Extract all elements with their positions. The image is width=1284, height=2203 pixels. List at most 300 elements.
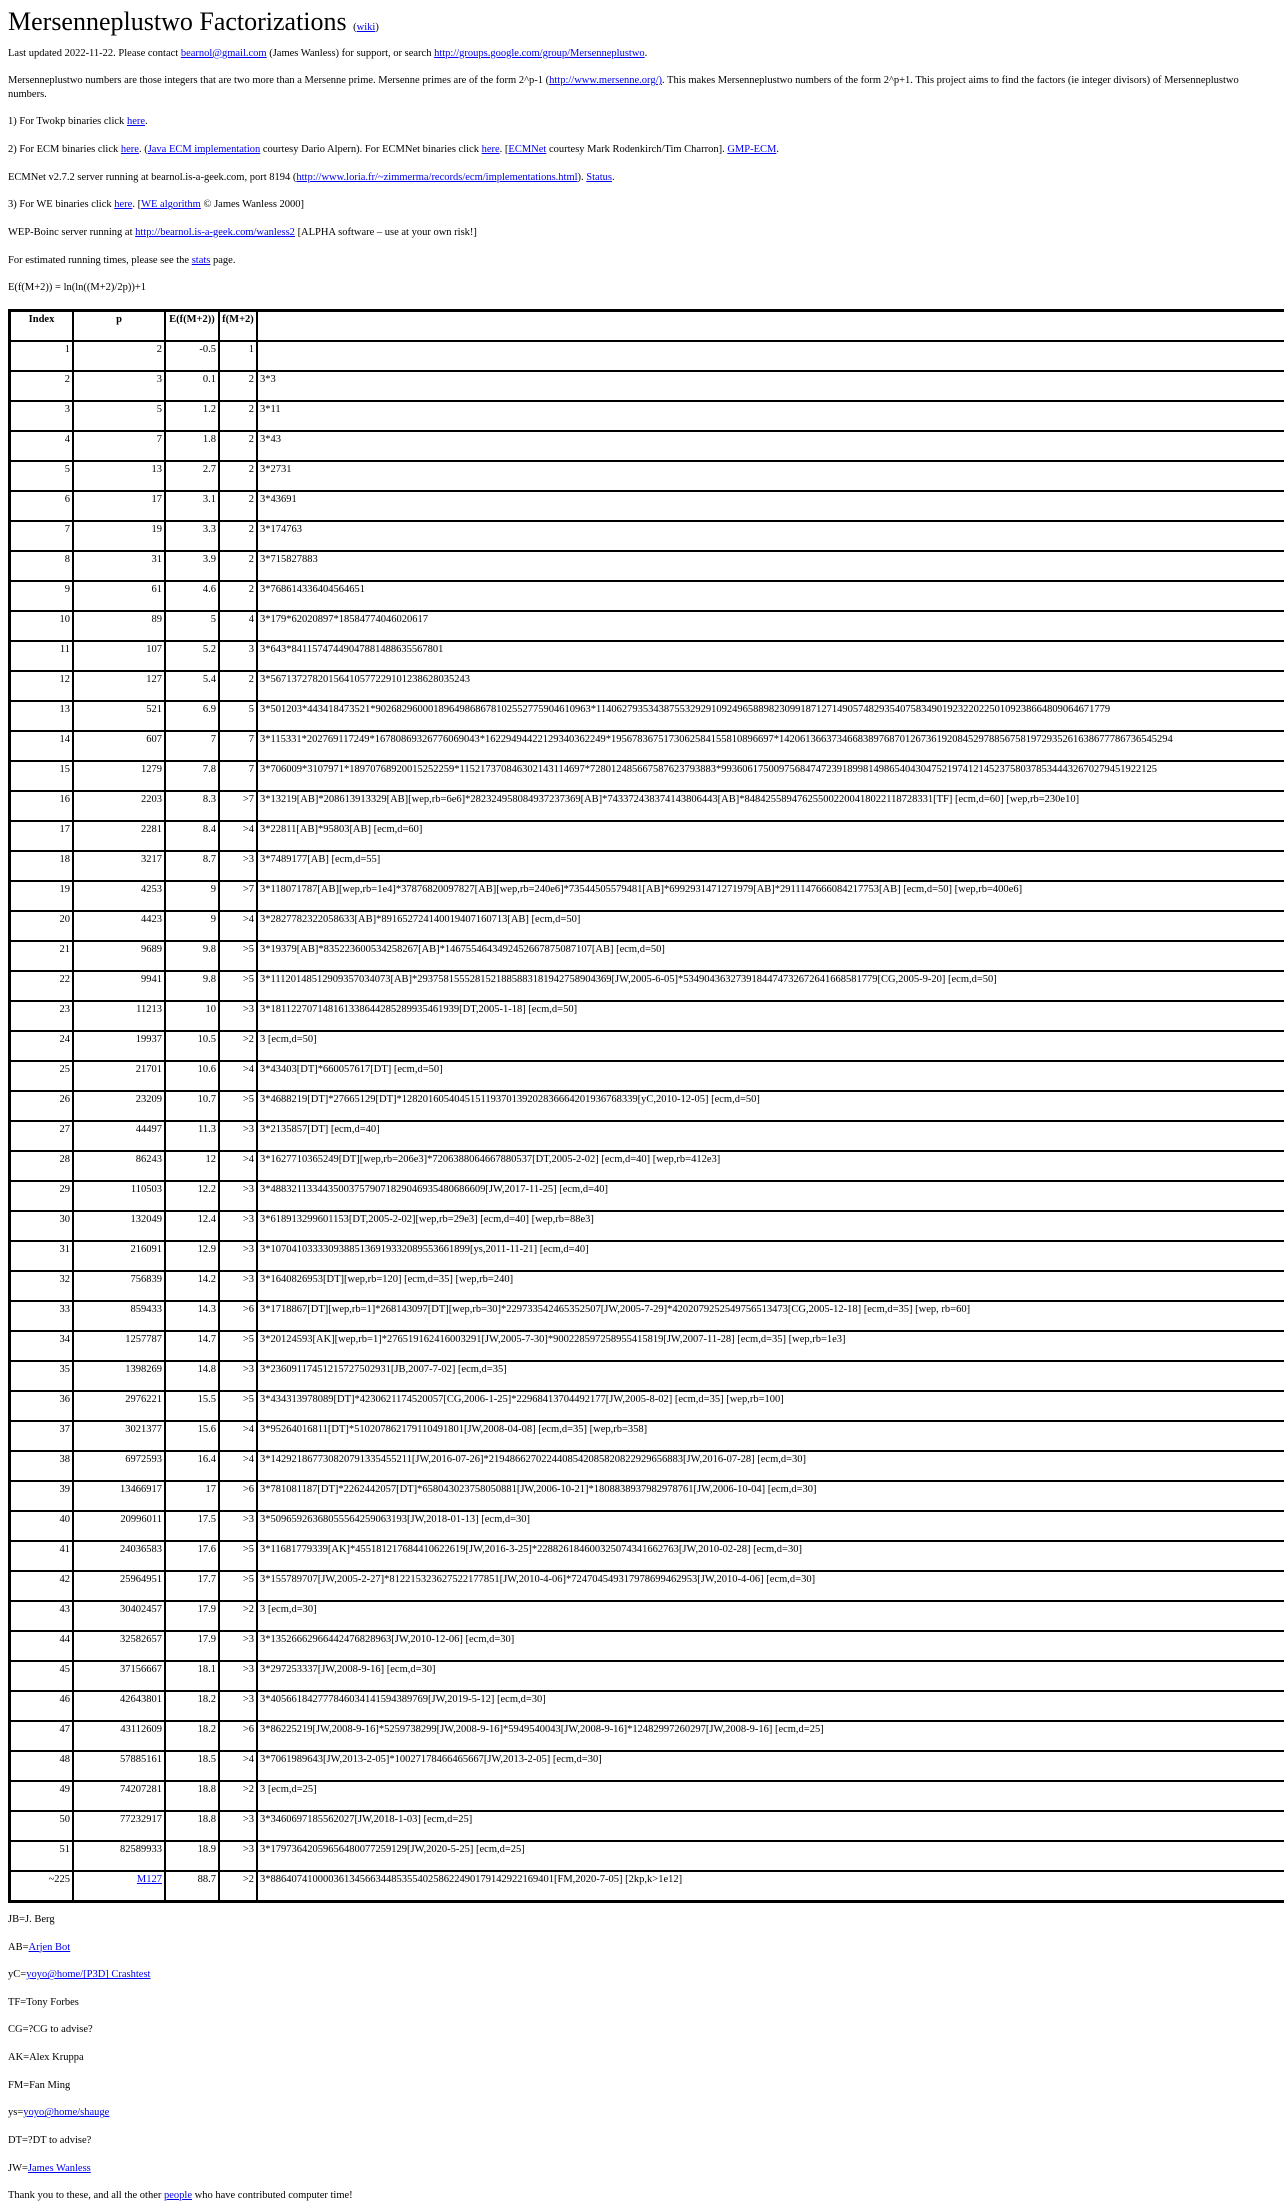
description-part2: . This makes Mersenneplustwo numbers of the form 2^p+1. This project aims to find the factors (ie integer divisors) of Mersenneplustwo numbers. [8, 75, 1239, 100]
cell-p: 3021377 [73, 1421, 165, 1451]
cell-expected-factors: 18.2 [165, 1721, 219, 1751]
cell-factorization: 3*107041033330938851369193320895536618​99[ys,2011-11-21] [ecm,d=40] [257, 1241, 1284, 1271]
cell-index: 17 [10, 821, 73, 851]
legend-link-yoyo-crashtest[interactable]: yoyo@home/[P3D] Crashtest [26, 1969, 151, 1981]
cell-index: 32 [10, 1271, 73, 1301]
cell-expected-factors: 14.8 [165, 1361, 219, 1391]
stats-suffix: page. [210, 254, 236, 266]
stats-link[interactable]: stats [191, 254, 211, 266]
cell-factorization: 3 [ecm,d=30] [257, 1601, 1284, 1631]
cell-factor-count: 2 [219, 401, 257, 431]
cell-factorization: 3*43403[DT]*660057617[DT] [ecm,d=50] [257, 1061, 1284, 1091]
cell-factorization: 3*886407410000361345663448535540258622490179142922169401[FM,2020-7-05] [2kp,k>1e12] [257, 1871, 1284, 1901]
cell-p: 21701 [73, 1061, 165, 1091]
cell-expected-factors: 9 [165, 911, 219, 941]
cell-index: 28 [10, 1151, 73, 1181]
cell-expected-factors: 10.7 [165, 1091, 219, 1121]
wiki-link-wrapper: (wiki) [353, 22, 379, 33]
twokp-binaries-link[interactable]: here [126, 116, 146, 128]
cell-index: 20 [10, 911, 73, 941]
table-row [10, 1751, 1284, 1781]
cell-index: 6 [10, 491, 73, 521]
cell-p: 9689 [73, 941, 165, 971]
cell-index: 13 [10, 701, 73, 731]
table-row [10, 1781, 1284, 1811]
cell-expected-factors: 9.8 [165, 941, 219, 971]
cell-index: 51 [10, 1841, 73, 1871]
cell-factorization: 3*13219[AB]*208613913329[AB][wep,rb=6e6]*28232495808493​7237369[AB]*74337243837414380644​3[AB]*84842558947625500220041802211872833​1[TF] [ecm,d=60] [wep,rb=230e10] [257, 791, 1284, 821]
we-suffix: © James Wanless 2000] [200, 199, 305, 211]
legend-text: DT=?DT to advise? [8, 2135, 92, 2147]
table-row [10, 581, 1284, 611]
table-row [10, 761, 1284, 791]
cell-index: 48 [10, 1751, 73, 1781]
twokp-prefix: 1) For Twokp binaries click [8, 116, 127, 128]
header-factor-count: f(M+2) [219, 311, 257, 341]
cell-factor-count: >3 [219, 851, 257, 881]
legend-item [8, 1996, 1276, 2010]
cell-p: 37156667 [73, 1661, 165, 1691]
cell-expected-factors: 18.5 [165, 1751, 219, 1781]
cell-index: 18 [10, 851, 73, 881]
cell-expected-factors: 6.9 [165, 701, 219, 731]
cell-expected-factors: 2.7 [165, 461, 219, 491]
cell-factorization: 3*768614336404564651 [257, 581, 1284, 611]
table-row [10, 1721, 1284, 1751]
legend-text: AB= [8, 1941, 29, 1953]
cell-index: 8 [10, 551, 73, 581]
we-binaries-link[interactable]: here [114, 199, 133, 211]
cell-expected-factors: 8.3 [165, 791, 219, 821]
ecmnet-binaries-link[interactable]: here [481, 144, 500, 156]
cell-p: 43112609 [73, 1721, 165, 1751]
cell-p: 17 [73, 491, 165, 521]
table-row [10, 491, 1284, 521]
cell-p: 2 [73, 341, 165, 371]
cell-index: ~225 [10, 1871, 73, 1901]
cell-factor-count: >2 [219, 1781, 257, 1811]
table-row [10, 1241, 1284, 1271]
cell-index: 40 [10, 1511, 73, 1541]
cell-factorization: 3 [ecm,d=25] [257, 1781, 1284, 1811]
cell-expected-factors: 14.3 [165, 1301, 219, 1331]
legend-link-yoyo-shauge[interactable]: yoyo@home/shauge [23, 2107, 110, 2119]
cell-p: 11213 [73, 1001, 165, 1031]
page-title [8, 6, 1276, 39]
we-algorithm-link[interactable]: WE algorithm [141, 199, 201, 211]
cell-p: 31 [73, 551, 165, 581]
cell-p [73, 1871, 165, 1901]
cell-index: 26 [10, 1091, 73, 1121]
cell-p: 57885161 [73, 1751, 165, 1781]
cell-index: 27 [10, 1121, 73, 1151]
cell-factor-count: >4 [219, 1061, 257, 1091]
cell-index: 44 [10, 1631, 73, 1661]
cell-p: 5 [73, 401, 165, 431]
cell-factorization: 3*1627710365249[DT][wep,rb=206e3]*720638806466788​0537[DT,2005-2-02] [ecm,d=40] [wep,rb=412e3] [257, 1151, 1284, 1181]
wep-boinc-line [8, 226, 1276, 240]
table-row [10, 1421, 1284, 1451]
legend-text: AK=Alex Kruppa [8, 2052, 84, 2064]
stats-line [8, 254, 1276, 268]
cell-factorization: 3*501203*4434184735​21*9026829600018964986867810255277590461096​3*11406279353438755329291092496588982309918712714905748293540758349019232202250109238664809064671779 [257, 701, 1284, 731]
ecm-mid4: courtesy Mark Rodenkirch/Tim Charron]. [546, 144, 728, 156]
cell-p: 13 [73, 461, 165, 491]
cell-factor-count: >6 [219, 1721, 257, 1751]
cell-expected-factors: 5 [165, 611, 219, 641]
table-row [10, 881, 1284, 911]
table-row [10, 1661, 1284, 1691]
we-line [8, 198, 1276, 212]
cell-expected-factors: 4.6 [165, 581, 219, 611]
cell-expected-factors: 5.4 [165, 671, 219, 701]
cell-index: 39 [10, 1481, 73, 1511]
cell-expected-factors: 17.7 [165, 1571, 219, 1601]
cell-factor-count: 2 [219, 671, 257, 701]
cell-factorization: 3*19379[AB]*835223600534258267[AB]*146755464349245266787508710​7[AB] [ecm,d=50] [257, 941, 1284, 971]
table-row [10, 1871, 1284, 1901]
legend-item [8, 1968, 1276, 1982]
ecm-suffix: . [776, 144, 779, 156]
cell-index: 24 [10, 1031, 73, 1061]
cell-factorization: 3*135266629664424768289​63[JW,2010-12-06] [ecm,d=30] [257, 1631, 1284, 1661]
cell-expected-factors: 3.1 [165, 491, 219, 521]
legend-link-james-wanless[interactable]: James Wanless [27, 2162, 91, 2174]
table-row [10, 1211, 1284, 1241]
cell-expected-factors: 11.3 [165, 1121, 219, 1151]
we-prefix: 3) For WE binaries click [8, 199, 115, 211]
table-row [10, 521, 1284, 551]
wep-prefix: WEP-Boinc server running at [8, 226, 136, 238]
cell-index: 29 [10, 1181, 73, 1211]
cell-factor-count: >2 [219, 1031, 257, 1061]
cell-factor-count: >6 [219, 1481, 257, 1511]
cell-factor-count: >3 [219, 1661, 257, 1691]
cell-factorization: 3*56713727820156410577229101238628035243 [257, 671, 1284, 701]
cell-p: 1279 [73, 761, 165, 791]
cell-index: 23 [10, 1001, 73, 1031]
cell-p: 13466917 [73, 1481, 165, 1511]
cell-p: 1257787 [73, 1331, 165, 1361]
cell-expected-factors: 14.2 [165, 1271, 219, 1301]
legend-item [8, 2051, 1276, 2065]
last-updated-line [8, 47, 1276, 61]
cell-factorization: 3*1797364205965648007725912​9[JW,2020-5-25] [ecm,d=25] [257, 1841, 1284, 1871]
cell-index: 5 [10, 461, 73, 491]
cell-factor-count: >3 [219, 1361, 257, 1391]
cell-expected-factors: 18.8 [165, 1811, 219, 1841]
expected-factors-formula: E(f(M+2)) = ln(ln((M+2)/2p))+1 [8, 282, 146, 294]
legend-item [8, 2023, 1276, 2037]
cell-index: 41 [10, 1541, 73, 1571]
legend-text: CG=?CG to advise? [8, 2024, 93, 2036]
cell-factor-count: 2 [219, 371, 257, 401]
table-row [10, 1481, 1284, 1511]
header-p: p [73, 311, 165, 341]
table-row [10, 1031, 1284, 1061]
cell-p: 110503 [73, 1181, 165, 1211]
ecmnet-status-link[interactable]: Status [586, 171, 612, 183]
ecm-mid2: courtesy Dario Alpern). For ECMNet binaries click [260, 144, 482, 156]
cell-factor-count: 2 [219, 491, 257, 521]
cell-expected-factors: 16.4 [165, 1451, 219, 1481]
table-row [10, 371, 1284, 401]
cell-p: 127 [73, 671, 165, 701]
cell-p: 9941 [73, 971, 165, 1001]
java-ecm-link[interactable]: Java ECM implementation [147, 144, 261, 156]
cell-index: 15 [10, 761, 73, 791]
table-row [10, 1631, 1284, 1661]
cell-index: 10 [10, 611, 73, 641]
cell-expected-factors: 7.8 [165, 761, 219, 791]
cell-factorization: 3*643*84115747449047881488635567801 [257, 641, 1284, 671]
cell-factor-count: >4 [219, 821, 257, 851]
cell-p: 216091 [73, 1241, 165, 1271]
table-row [10, 791, 1284, 821]
cell-p: 89 [73, 611, 165, 641]
wep-suffix: [ALPHA software – use at your own risk!] [294, 226, 477, 238]
cell-factor-count: >2 [219, 1601, 257, 1631]
cell-expected-factors: 3.9 [165, 551, 219, 581]
header-expected-factors: E(f(M+2)) [165, 311, 219, 341]
cell-factorization: 3*28277823220586​33[AB]*891652724140019407160713[AB] [ecm,d=50] [257, 911, 1284, 941]
table-row [10, 1271, 1284, 1301]
cell-factorization: 3*405661842777846034141594389769[JW,2019-5-12] [ecm,d=30] [257, 1691, 1284, 1721]
cell-factorization: 3*781081187[DT]*2262442057[DT]*658043023758050881[JW,2006-10-21]*180883893798297876​1[JW,2006-10-04] [ecm,d=30] [257, 1481, 1284, 1511]
cell-index: 2 [10, 371, 73, 401]
cell-index: 46 [10, 1691, 73, 1721]
cell-factorization: 3*111201485129093570340​73[AB]*293758155528152188588318194275890436​9[JW,2005-6-05]*534904363273918447473267264166858177​9[CG,2005-9-20] [ecm,d=50] [257, 971, 1284, 1001]
cell-factor-count: >5 [219, 1331, 257, 1361]
cell-expected-factors: 1.2 [165, 401, 219, 431]
cell-factorization: 3*43 [257, 431, 1284, 461]
table-row [10, 701, 1284, 731]
cell-index: 31 [10, 1241, 73, 1271]
cell-p: 607 [73, 731, 165, 761]
cell-p: 2281 [73, 821, 165, 851]
google-group-link[interactable]: http://groups.google.com/group/Mersenneplustwo [434, 47, 645, 59]
cell-index: 30 [10, 1211, 73, 1241]
table-row [10, 1331, 1284, 1361]
cell-factorization: 3*2360911745121572750293​1[JB,2007-7-02] [ecm,d=35] [257, 1361, 1284, 1391]
cell-index: 21 [10, 941, 73, 971]
cell-factorization: 3*715827883 [257, 551, 1284, 581]
cell-index: 38 [10, 1451, 73, 1481]
loria-implementations-link[interactable]: http://www.loria.fr/~zimmerma/records/ecm/implementations.html [296, 171, 578, 183]
cell-index: 34 [10, 1331, 73, 1361]
table-row [10, 941, 1284, 971]
cell-expected-factors: 5.2 [165, 641, 219, 671]
table-row [10, 971, 1284, 1001]
cell-expected-factors: 18.1 [165, 1661, 219, 1691]
cell-factor-count: 3 [219, 641, 257, 671]
cell-factor-count: >3 [219, 1631, 257, 1661]
cell-expected-factors: 17.5 [165, 1511, 219, 1541]
cell-p: 4253 [73, 881, 165, 911]
cell-index: 49 [10, 1781, 73, 1811]
table-row [10, 1601, 1284, 1631]
updated-suffix: . [644, 47, 648, 59]
cell-index: 14 [10, 731, 73, 761]
table-row [10, 1541, 1284, 1571]
cell-expected-factors: 18.9 [165, 1841, 219, 1871]
header-factorization [257, 311, 1284, 341]
cell-factor-count: >4 [219, 911, 257, 941]
legend-text: JW= [8, 2162, 28, 2174]
legend-item [8, 1913, 1276, 1927]
cell-p: 132049 [73, 1211, 165, 1241]
cell-expected-factors: 15.6 [165, 1421, 219, 1451]
cell-factor-count: >4 [219, 1421, 257, 1451]
cell-factorization: 3*118071787[AB][wep,rb=1e4]*37876820097827[AB][wep,rb=240e6]*73544505579481[AB]*6992931471271979[AB]*2911147666084217753[AB] [ecm,d=50] [wep,rb=400e6] [257, 881, 1284, 911]
cell-expected-factors: 15.5 [165, 1391, 219, 1421]
cell-expected-factors: 3.3 [165, 521, 219, 551]
cell-expected-factors: 12.4 [165, 1211, 219, 1241]
cell-index: 7 [10, 521, 73, 551]
wep-boinc-link[interactable]: http://bearnol.is-a-geek.com/wanless2 [135, 226, 295, 238]
people-link[interactable]: people [164, 2190, 192, 2202]
cell-index: 42 [10, 1571, 73, 1601]
table-row [10, 911, 1284, 941]
cell-index: 3 [10, 401, 73, 431]
table-row [10, 1151, 1284, 1181]
cell-expected-factors: 12.9 [165, 1241, 219, 1271]
table-row [10, 1571, 1284, 1601]
ecmnet-server-mid: ). [577, 171, 587, 183]
cell-index: 25 [10, 1061, 73, 1091]
cell-index: 33 [10, 1301, 73, 1331]
cell-p: 74207281 [73, 1781, 165, 1811]
cell-expected-factors: 8.7 [165, 851, 219, 881]
cell-expected-factors: 10.6 [165, 1061, 219, 1091]
cell-expected-factors: -0.5 [165, 341, 219, 371]
gmp-ecm-link[interactable]: GMP-ECM [727, 144, 777, 156]
cell-index: 19 [10, 881, 73, 911]
cell-factor-count: >4 [219, 1751, 257, 1781]
table-row [10, 1181, 1284, 1211]
cell-factorization [257, 341, 1284, 371]
cell-factor-count: >3 [219, 1181, 257, 1211]
cell-factorization: 3*1429218677308207913354552​11[JW,2016-07-26]*219486627022440854208582082292965688​3[JW,2016-07-28] [ecm,d=30] [257, 1451, 1284, 1481]
table-row [10, 1391, 1284, 1421]
cell-factor-count: >3 [219, 1241, 257, 1271]
cell-p: 3 [73, 371, 165, 401]
table-row [10, 1061, 1284, 1091]
cell-expected-factors: 17.9 [165, 1631, 219, 1661]
cell-factor-count: >3 [219, 1691, 257, 1721]
cell-factor-count: >4 [219, 1151, 257, 1181]
table-row [10, 431, 1284, 461]
cell-p: 7 [73, 431, 165, 461]
cell-expected-factors: 17.6 [165, 1541, 219, 1571]
cell-index: 35 [10, 1361, 73, 1391]
table-row [10, 1451, 1284, 1481]
legend-item [8, 2079, 1276, 2093]
cell-expected-factors: 18.2 [165, 1691, 219, 1721]
legend-item [8, 2106, 1276, 2120]
thanks-suffix: who have contributed computer time! [192, 2190, 353, 2202]
cell-factorization: 3*509659263680555642590631​93[JW,2018-01-13] [ecm,d=30] [257, 1511, 1284, 1541]
cell-index: 12 [10, 671, 73, 701]
cell-expected-factors: 9.8 [165, 971, 219, 1001]
table-row [10, 641, 1284, 671]
cell-p: 3217 [73, 851, 165, 881]
cell-factor-count: >3 [219, 1001, 257, 1031]
cell-factorization: 3 [ecm,d=50] [257, 1031, 1284, 1061]
m127-link[interactable]: M127 [136, 1873, 162, 1885]
cell-factorization: 3*181122707148161338644285289935461939[DT,2005-1-18] [ecm,d=50] [257, 1001, 1284, 1031]
table-row [10, 671, 1284, 701]
description-paragraph [8, 74, 1276, 101]
cell-p: 19 [73, 521, 165, 551]
cell-p: 32582657 [73, 1631, 165, 1661]
cell-expected-factors: 12 [165, 1151, 219, 1181]
mersenne-org-link[interactable]: http://www.mersenne.org/) [549, 75, 662, 87]
thanks-prefix: Thank you to these, and all the other [8, 2190, 164, 2202]
cell-factorization: 3*706009*3107971*18970768920015252259*11521737084630214311469​7*7280124856675876237938​83*993606175009756847472391899814986540430475219741214523758037853444326702794519221​25 [257, 761, 1284, 791]
legend-text: JB=J. Berg [8, 1913, 55, 1925]
cell-factor-count: >5 [219, 1571, 257, 1601]
cell-p: 107 [73, 641, 165, 671]
stats-prefix: For estimated running times, please see the [8, 254, 192, 266]
cell-factorization: 3*7061989643[JW,2013-2-05]*100271784664656​67[JW,2013-2-05] [ecm,d=30] [257, 1751, 1284, 1781]
cell-factorization: 3*11 [257, 401, 1284, 431]
table-row [10, 851, 1284, 881]
legend-link-arjen-bot[interactable]: Arjen Bot [28, 1941, 71, 1953]
ecmnet-link[interactable]: ECMNet [508, 144, 547, 156]
cell-factor-count: >5 [219, 1541, 257, 1571]
table-row [10, 1511, 1284, 1541]
cell-factorization: 3*43691 [257, 491, 1284, 521]
cell-index: 50 [10, 1811, 73, 1841]
cell-factor-count: 2 [219, 521, 257, 551]
cell-p: 2203 [73, 791, 165, 821]
cell-p: 859433 [73, 1301, 165, 1331]
table-row [10, 1091, 1284, 1121]
ecm-mid3: . [ [499, 144, 509, 156]
legend-item [8, 1941, 1276, 1955]
cell-factor-count: 1 [219, 341, 257, 371]
table-row [10, 1361, 1284, 1391]
ecm-binaries-link[interactable]: here [120, 144, 139, 156]
cell-index: 22 [10, 971, 73, 1001]
cell-factor-count: >4 [219, 1451, 257, 1481]
wiki-link[interactable]: wiki [356, 22, 376, 33]
cell-p: 521 [73, 701, 165, 731]
cell-expected-factors: 88.7 [165, 1871, 219, 1901]
cell-p: 6972593 [73, 1451, 165, 1481]
cell-factor-count: >3 [219, 1511, 257, 1541]
legend-text: ys= [8, 2107, 24, 2119]
cell-p: 19937 [73, 1031, 165, 1061]
legend-item [8, 2134, 1276, 2148]
contact-email-link[interactable]: bearnol@gmail.com [180, 47, 267, 59]
ecmnet-server-line [8, 171, 1276, 185]
cell-factor-count: >3 [219, 1121, 257, 1151]
cell-factor-count: 7 [219, 761, 257, 791]
table-row [10, 461, 1284, 491]
table-header-row [10, 311, 1284, 341]
cell-expected-factors: 18.8 [165, 1781, 219, 1811]
ecm-line [8, 143, 1276, 157]
table-row [10, 611, 1284, 641]
cell-p: 30402457 [73, 1601, 165, 1631]
cell-expected-factors: 17 [165, 1481, 219, 1511]
cell-factorization: 3*1718867[DT][wep,rb=1]*268143097[DT][wep,rb=30]*229733542465352507[JW,2005-7-29]*4202079252549756513473[CG,2005-12-18] [ecm,d=35] [wep, rb=60] [257, 1301, 1284, 1331]
cell-factorization: 3*297253337[JW,2008-9-16] [ecm,d=30] [257, 1661, 1284, 1691]
cell-factor-count: 2 [219, 581, 257, 611]
cell-factorization: 3*86225219[JW,2008-9-16]*5259738299[JW,2008-9-16]*5949540043[JW,2008-9-16]*12482997260297[JW,2008-9-16] [ecm,d=25] [257, 1721, 1284, 1751]
